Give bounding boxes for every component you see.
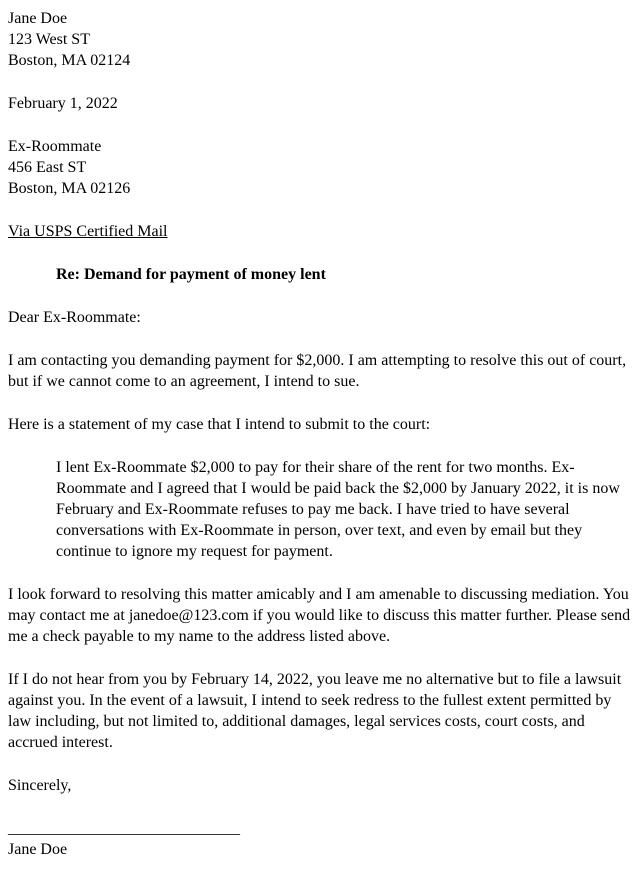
delivery-method-text: Via USPS Certified Mail xyxy=(8,223,168,240)
paragraph-deadline: If I do not hear from you by February 14, 2022, you leave me no alternative but to file a lawsuit against you. In the event of a lawsuit, I intend to seek redress to the fullest extent permitted by law including, but not limited to, additional damages, legal services costs, court costs, and accrued interest. xyxy=(8,671,622,751)
paragraph-statement-intro: Here is a statement of my case that I intend to submit to the court: xyxy=(8,416,431,433)
sender-street: 123 West ST xyxy=(8,31,90,48)
recipient-address-block xyxy=(8,136,631,199)
subject-line: Re: Demand for payment of money lent xyxy=(56,266,326,283)
recipient-street: 456 East ST xyxy=(8,159,87,176)
letter-date: February 1, 2022 xyxy=(8,95,118,112)
sender-address-block xyxy=(8,8,631,71)
sender-city-state-zip: Boston, MA 02124 xyxy=(8,52,131,69)
recipient-city-state-zip: Boston, MA 02126 xyxy=(8,180,131,197)
salutation: Dear Ex-Roommate: xyxy=(8,309,141,326)
delivery-method-line xyxy=(8,221,631,242)
signature-line: _____________________________ xyxy=(8,820,240,837)
signature-block xyxy=(8,818,631,860)
paragraph-case-statement: I lent Ex-Roommate $2,000 to pay for their share of the rent for two months. Ex-Roommate and I agreed that I would be paid back the $2,000 by January 2022, it is now February and Ex-Roommate refuses to pay me back. I have tried to have several conversations with Ex-Roommate in person, over text, and even by email but they continue to ignore my request for payment. xyxy=(56,459,620,560)
sender-name: Jane Doe xyxy=(8,10,68,27)
recipient-name: Ex-Roommate xyxy=(8,138,102,155)
signature-name: Jane Doe xyxy=(8,841,68,858)
paragraph-resolution: I look forward to resolving this matter amicably and I am amenable to discussing mediation. You may contact me at janedoe@123.com if you would like to discuss this matter further. Please send me a check payable to my name to the address listed above. xyxy=(8,586,631,645)
closing: Sincerely, xyxy=(8,777,72,794)
paragraph-intro: I am contacting you demanding payment for $2,000. I am attempting to resolve this out of court, but if we cannot come to an agreement, I intend to sue. xyxy=(8,352,627,390)
